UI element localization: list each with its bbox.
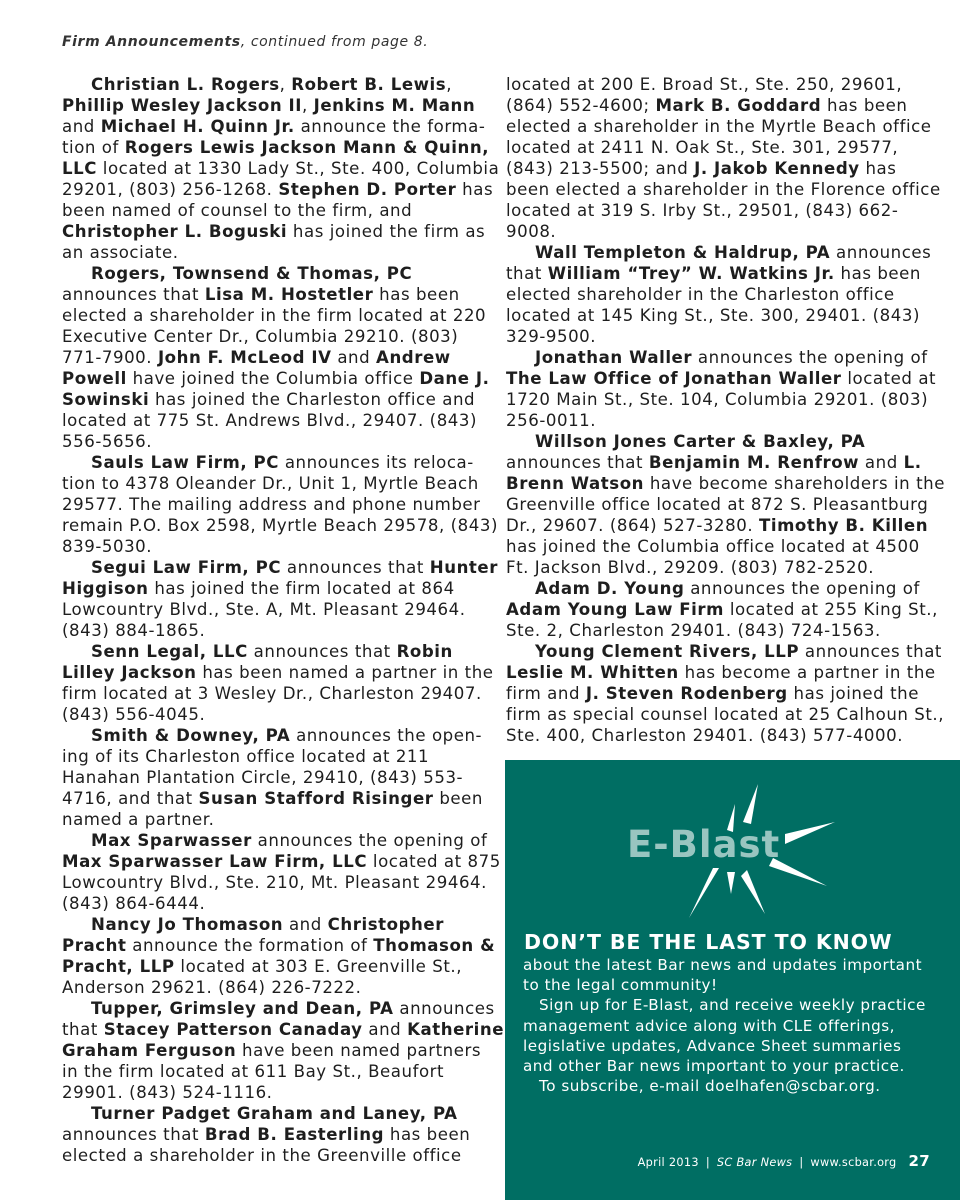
announcement-paragraph: Max Sparwasser announces the opening of Max Sparwasser Law Firm, LLC located at 875 Lowcountry Blvd., Ste. 210, Mt. Pleasant 29464. (843) 864-6444. — [62, 831, 501, 913]
publication-name: SC Bar News — [716, 1156, 793, 1169]
footer-separator: | — [799, 1156, 804, 1169]
eblast-text-line: Sign up for E-Blast, and receive weekly practice — [539, 996, 926, 1015]
announcement-paragraph: Segui Law Firm, PC announces that Hunter Higgison has joined the firm located at 864 Lowcountry Blvd., Ste. A, Mt. Pleasant 29464. (843) 884-1865. — [62, 558, 498, 640]
eblast-text-line: legislative updates, Advance Sheet summaries — [523, 1036, 902, 1055]
issue-date: April 2013 — [637, 1156, 699, 1169]
announcement-paragraph: Rogers, Townsend & Thomas, PC announces that Lisa M. Hostetler has been elected a shareholder in the firm located at 220 Executive Center Dr., Columbia 29210. (803) 771-7900. John F. McLeod IV and Andrew Powell have joined the Columbia office Dane J. Sowinski has joined the Charleston office and located at 775 St. Andrews Blvd., 29407. (843) 556-5656. — [62, 264, 490, 451]
announcement-paragraph: Tupper, Grimsley and Dean, PA announces that Stacey Patterson Canaday and Katherine Graham Ferguson have been named partners in the firm located at 611 Bay St., Beaufort 29901. (843) 524-1116. — [62, 999, 505, 1102]
eblast-body — [523, 955, 943, 1096]
website: www.scbar.org — [810, 1156, 897, 1169]
eblast-text-line: about the latest Bar news and updates important — [523, 956, 923, 974]
eblast-ad — [505, 760, 960, 1200]
running-header — [62, 34, 428, 50]
announcement-paragraph: Senn Legal, LLC announces that Robin Lilley Jackson has been named a partner in the firm located at 3 Wesley Dr., Charleston 29407. (843) 556-4045. — [62, 642, 494, 724]
page-number: 27 — [908, 1152, 930, 1170]
announcement-paragraph: Sauls Law Firm, PC announces its reloca- tion to 4378 Oleander Dr., Unit 1, Myrtle Beach 29577. The mailing address and phone number remain P.O. Box 2598, Myrtle Beach 29578, (843) 839-5030. — [62, 453, 498, 556]
page-footer — [638, 1152, 930, 1170]
footer-separator: | — [705, 1156, 710, 1169]
section-title: Firm Announcements — [62, 34, 241, 50]
announcement-paragraph: Young Clement Rivers, LLP announces that Leslie M. Whitten has become a partner in the firm and J. Steven Rodenberg has joined the firm as special counsel located at 25 Calhoun St., Ste. 400, Charleston 29401. (843) 577-4000. — [506, 642, 945, 745]
eblast-text-line: to the legal community! — [523, 976, 718, 995]
announcement-paragraph: Adam D. Young announces the opening of Adam Young Law Firm located at 255 King St., Ste. 2, Charleston 29401. (843) 724-1563. — [506, 579, 938, 640]
eblast-text-line: and other Bar news important to your practice. — [523, 1057, 905, 1076]
announcement-paragraph: Christian L. Rogers, Robert B. Lewis, Phillip Wesley Jackson II, Jenkins M. Mann and Michael H. Quinn Jr. announce the forma- tion of Rogers Lewis Jackson Mann & Quinn, LLC located at 1330 Lady St., Ste. 400, Columbia 29201, (803) 256-1268. Stephen D. Porter has been named of counsel to the firm, and Christopher L. Boguski has joined the firm as an associate. — [62, 75, 500, 262]
announcement-paragraph: Willson Jones Carter & Baxley, PA announces that Benjamin M. Renfrow and L. Brenn Watson have become shareholders in the Greenville office located at 872 S. Pleasantburg Dr., 29607. (864) 527-3280. Timothy B. Killen has joined the Columbia office located at 4500 Ft. Jackson Blvd., 29209. (803) 782-2520. — [506, 432, 945, 577]
announcement-paragraph: Wall Templeton & Haldrup, PA announces that William “Trey” W. Watkins Jr. has been elected shareholder in the Charleston office located at 145 King St., Ste. 300, 29401. (843) 329-9500. — [506, 243, 932, 346]
starburst-icon — [623, 782, 843, 922]
eblast-text-line: To subscribe, e-mail doelhafen@scbar.org. — [539, 1077, 881, 1096]
left-column — [62, 74, 505, 1166]
eblast-logo — [623, 782, 843, 922]
announcement-paragraph: Turner Padget Graham and Laney, PA announces that Brad B. Easterling has been elected a shareholder in the Greenville office — [62, 1104, 471, 1165]
right-column — [506, 74, 945, 746]
eblast-logo-text: E-Blast — [627, 823, 781, 866]
announcement-paragraph: Jonathan Waller announces the opening of The Law Office of Jonathan Waller located at 1720 Main St., Ste. 104, Columbia 29201. (803) 256-0011. — [506, 348, 937, 430]
eblast-heading: DON’T BE THE LAST TO KNOW — [524, 930, 893, 954]
announcement-paragraph: Smith & Downey, PA announces the open- ing of its Charleston office located at 211 Hanahan Plantation Circle, 29410, (843) 553- 4716, and that Susan Stafford Risinger been named a partner. — [62, 726, 483, 829]
eblast-text-line: management advice along with CLE offerings, — [523, 1016, 895, 1035]
announcement-paragraph: located at 200 E. Broad St., Ste. 250, 29601, (864) 552-4600; Mark B. Goddard has been elected a shareholder in the Myrtle Beach office located at 2411 N. Oak St., Ste. 301, 29577, (843) 213-5500; and J. Jakob Kennedy has been elected a shareholder in the Florence office located at 319 S. Irby St., 29501, (843) 662- 9008. — [506, 75, 941, 241]
continued-note: , continued from page 8. — [240, 34, 429, 50]
announcement-paragraph: Nancy Jo Thomason and Christopher Pracht announce the formation of Thomason & Pracht, LLP located at 303 E. Greenville St., Anderson 29621. (864) 226-7222. — [62, 915, 496, 997]
